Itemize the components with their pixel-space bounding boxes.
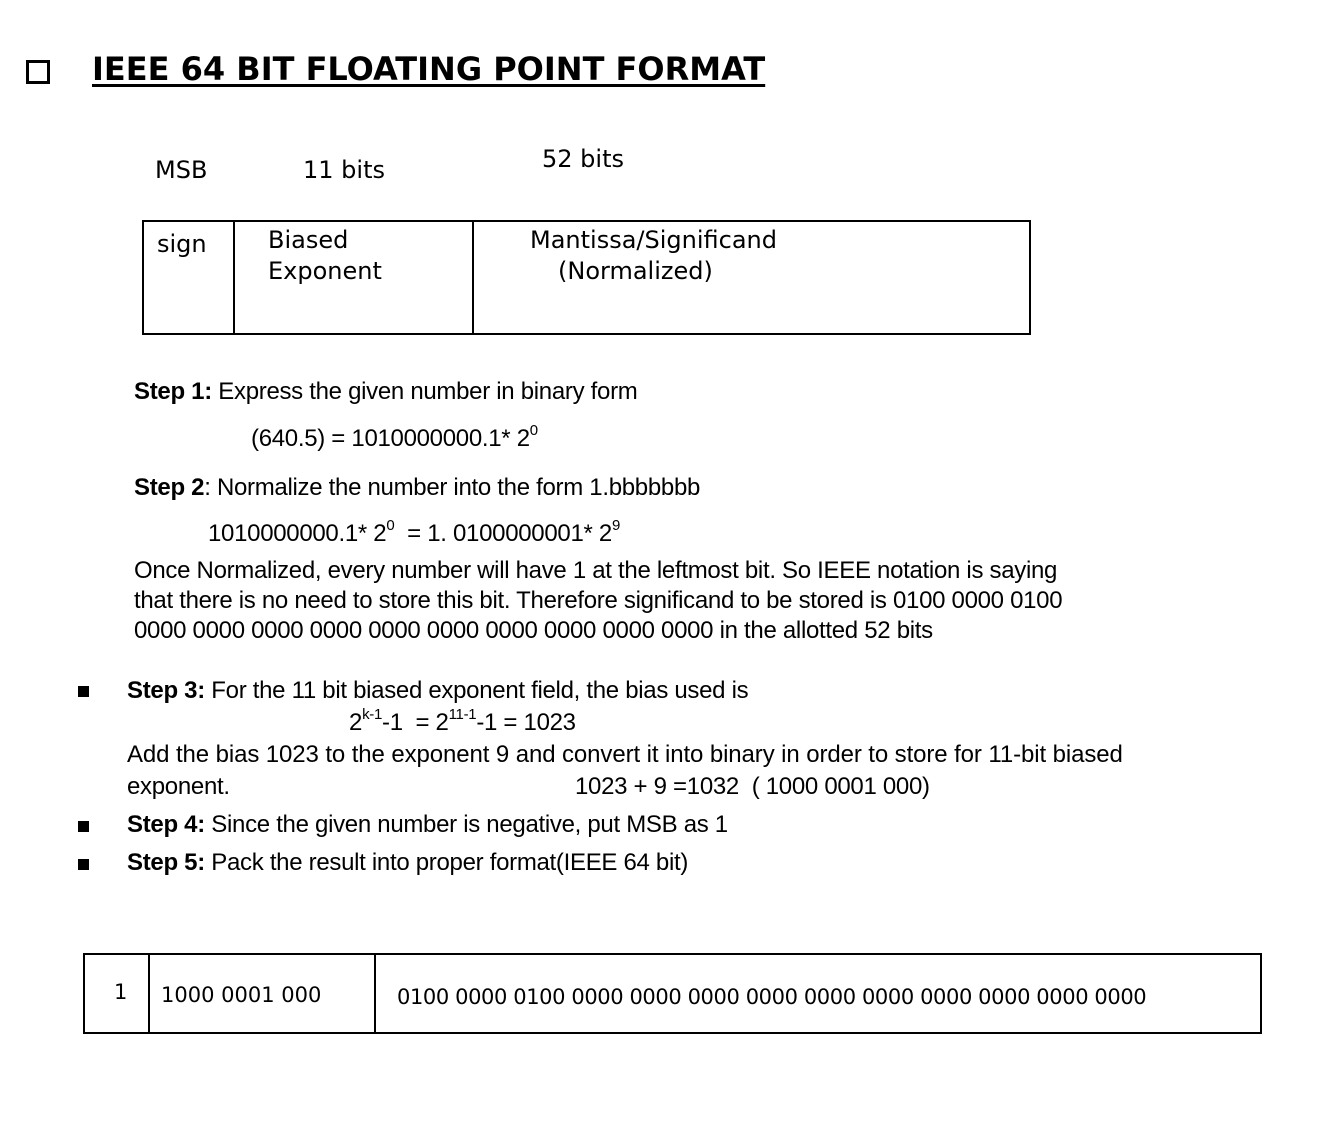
- bullet-icon: [78, 821, 89, 832]
- eq-text: -1 = 2: [382, 709, 449, 736]
- mantissa-field-line2: (Normalized): [558, 257, 713, 285]
- eq-text: (640.5) = 1010000000.1* 2: [251, 425, 530, 452]
- format-diagram: [142, 220, 1031, 335]
- exponent-field-line2: Exponent: [268, 257, 382, 285]
- step-4-text: Since the given number is negative, put MSB as 1: [204, 811, 728, 838]
- eq-exponent: 0: [386, 517, 395, 534]
- result-exponent: 1000 0001 000: [161, 983, 322, 1007]
- bullet-icon: [78, 686, 89, 697]
- step-4: [127, 811, 728, 839]
- eq-text: = 1. 0100000001* 2: [394, 520, 612, 547]
- step-5-label: Step 5:: [127, 849, 205, 876]
- step-3-equation: [349, 706, 576, 737]
- bullet-icon: [78, 859, 89, 870]
- step-2-note-line3: 0000 0000 0000 0000 0000 0000 0000 0000 0000 0000 in the allotted 52 bits: [134, 617, 933, 644]
- eq-text: 2: [349, 709, 363, 736]
- step-1: [134, 378, 637, 406]
- step-1-text: Express the given number in binary form: [211, 378, 638, 405]
- step-4-label: Step 4:: [127, 811, 205, 838]
- step-2-note-line1: Once Normalized, every number will have 1 at the leftmost bit. So IEEE notation is saying: [134, 557, 1058, 584]
- result-mantissa: 0100 0000 0100 0000 0000 0000 0000 0000 0000 0000 0000 0000 0000: [397, 985, 1147, 1009]
- eq-exponent: k-1: [362, 706, 382, 723]
- title-checkbox-bullet: [26, 60, 50, 84]
- mantissa-field-line1: Mantissa/Significand: [530, 226, 777, 254]
- eq-text: -1 = 1023: [476, 709, 576, 736]
- exponent-field-line1: Biased: [268, 226, 349, 254]
- sign-field: sign: [157, 230, 207, 258]
- result-table: [83, 953, 1262, 1034]
- result-sign: 1: [114, 980, 128, 1004]
- step-5-text: Pack the result into proper format(IEEE 64 bit): [204, 849, 689, 876]
- step-3-calculation: 1023 + 9 =1032 ( 1000 0001 000): [575, 773, 930, 800]
- step-2-text: : Normalize the number into the form 1.bbbbbbb: [204, 474, 701, 501]
- eq-exponent: 0: [529, 422, 538, 439]
- step-2-equation: [208, 517, 620, 548]
- mantissa-bits-label: 52 bits: [542, 145, 624, 173]
- page-title: IEEE 64 BIT FLOATING POINT FORMAT: [92, 50, 766, 88]
- step-5: [127, 849, 688, 877]
- eq-exponent: 11-1: [448, 706, 477, 723]
- step-3: [127, 677, 748, 705]
- step-2-note-line2: that there is no need to store this bit. Therefore significand to be stored is 0100 0000 0100: [134, 587, 1063, 614]
- eq-text: 1010000000.1* 2: [208, 520, 387, 547]
- exponent-bits-label: 11 bits: [303, 156, 385, 184]
- step-3-text: For the 11 bit biased exponent field, the bias used is: [204, 677, 749, 704]
- eq-exponent: 9: [611, 517, 620, 534]
- step-3-note-line1: Add the bias 1023 to the exponent 9 and convert it into binary in order to store for 11-bit biased: [127, 741, 1123, 768]
- msb-label: MSB: [155, 156, 208, 184]
- step-2: [134, 474, 700, 502]
- step-1-equation: [251, 422, 538, 453]
- step-1-label: Step 1:: [134, 378, 212, 405]
- step-3-label: Step 3:: [127, 677, 205, 704]
- step-3-note-line2: exponent.: [127, 773, 230, 800]
- step-2-label: Step 2: [134, 474, 205, 501]
